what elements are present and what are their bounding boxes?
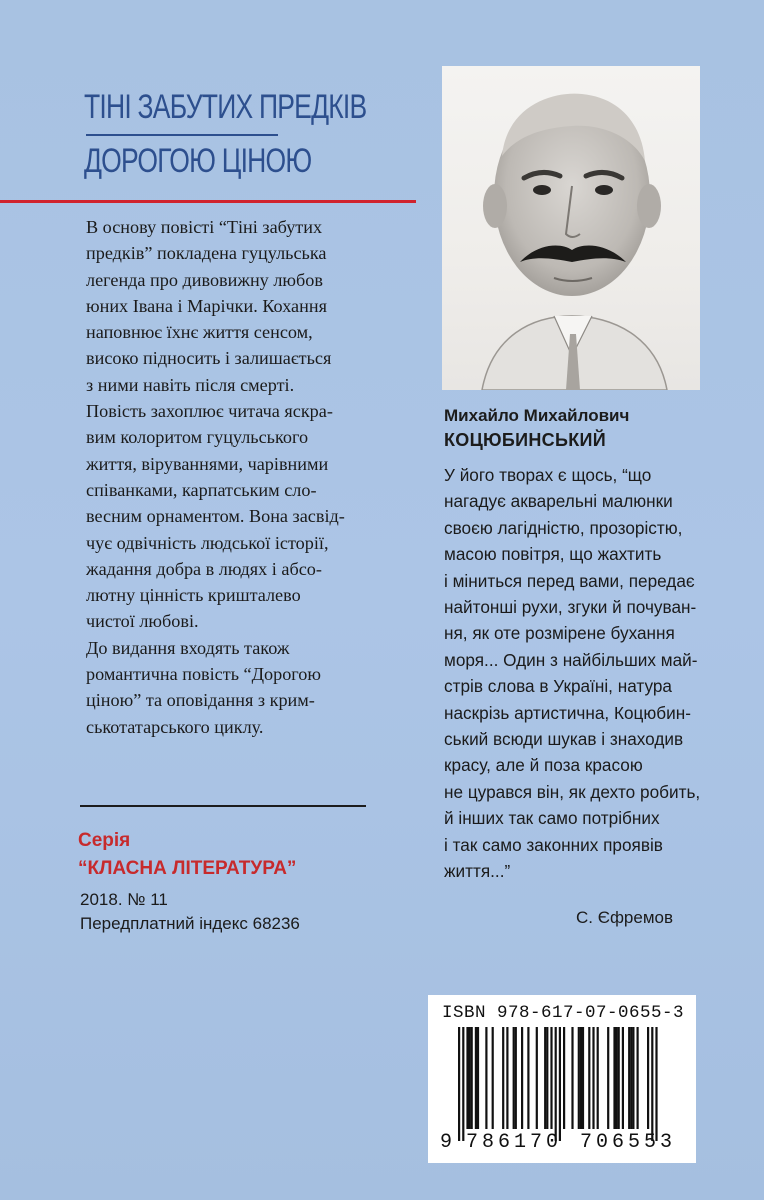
annotation-line: весним орнаментом. Вона засвід- (86, 506, 345, 527)
quote-line: стрів слова в Україні, натура (444, 676, 672, 697)
barcode-bar (637, 1027, 639, 1129)
quote-line: красу, але й поза красою (444, 755, 643, 776)
barcode-bar (616, 1027, 618, 1129)
quote-attribution: С. Єфремов (576, 908, 674, 927)
barcode-bar (502, 1027, 504, 1129)
quote-line: нагадує акварельні малюнки (444, 491, 673, 512)
book-annotation (86, 214, 416, 740)
quote-line: і міниться перед вами, передає (444, 570, 695, 591)
series-divider (80, 805, 366, 807)
barcode-bar (592, 1027, 594, 1129)
subscription-index: Передплатний індекс 68236 (80, 914, 300, 933)
annotation-line: чистої любові. (86, 611, 199, 632)
annotation-line: наповнює їхнє життя сенсом, (86, 322, 313, 343)
barcode-bar (550, 1027, 552, 1129)
barcode-bar (622, 1027, 624, 1129)
barcode-bar (506, 1027, 508, 1129)
barcode-bar (471, 1027, 473, 1129)
quote-line: масою повітря, що жахтить (444, 544, 662, 565)
annotation-line: вим колоритом гуцульського (86, 427, 309, 448)
barcode-bar (458, 1027, 460, 1141)
barcode-bar (469, 1027, 471, 1129)
barcode-bar (618, 1027, 620, 1129)
isbn-number: ISBN 978-617-07-0655-3 (442, 1003, 685, 1023)
quote-line: своєю лагідністю, прозорістю, (444, 517, 683, 538)
annotation-line: ціною” та оповідання з крим- (86, 690, 315, 711)
barcode-bar (555, 1027, 557, 1141)
barcode-bar (513, 1027, 515, 1129)
barcode-bar (462, 1027, 464, 1141)
title-divider (86, 134, 278, 136)
author-portrait (442, 66, 700, 390)
barcode-bar (651, 1027, 653, 1141)
portrait-drawing (442, 66, 700, 390)
annotation-line: предків” покладена гуцульська (86, 243, 327, 264)
quote-line: моря... Один з найбільших май- (444, 649, 698, 670)
author-name: Михайло Михайлович (444, 406, 630, 425)
critic-quote (444, 462, 754, 885)
annotation-line: лютну цінність кришталево (86, 585, 301, 606)
book-title-secondary: ДОРОГОЮ ЦІНОЮ (84, 142, 312, 180)
quote-line: наскрізь артистична, Коцюбин- (444, 702, 691, 723)
annotation-line: В основу повісті “Тіні забутих (86, 217, 323, 237)
annotation-line: життя, віруваннями, чарівними (86, 453, 329, 474)
ean-left-digits: 786170 (466, 1131, 563, 1154)
annotation-line: До видання входять також (86, 637, 290, 658)
barcode-bar (582, 1027, 584, 1129)
quote-line: ня, як оте розмірене бухання (444, 623, 675, 644)
barcode-bar (647, 1027, 649, 1129)
barcode-bars (458, 1027, 678, 1145)
barcode-bar (536, 1027, 538, 1129)
quote-line: У його творах є щось, “що (444, 465, 652, 485)
quote-line: життя...” (444, 861, 511, 882)
annotation-line: жадання добра в людях і абсо- (86, 558, 322, 579)
series-name: “КЛАСНА ЛІТЕРАТУРА” (78, 858, 297, 879)
publication-year-issue: 2018. № 11 (80, 890, 168, 909)
barcode-bar (628, 1027, 630, 1129)
annotation-line: романтична повість “Дорогою (86, 664, 321, 685)
barcode-bar (527, 1027, 529, 1129)
red-divider (0, 200, 416, 203)
barcode-bar (607, 1027, 609, 1129)
book-title-primary: ТІНІ ЗАБУТИХ ПРЕДКІВ (84, 88, 367, 126)
barcode-bar (544, 1027, 546, 1129)
quote-line: не цурався він, як дехто робить, (444, 781, 701, 802)
barcode-bar (630, 1027, 632, 1129)
barcode-bar (546, 1027, 548, 1129)
barcode-bar (578, 1027, 580, 1129)
barcode-bar (477, 1027, 479, 1129)
annotation-line: ськотатарського циклу. (86, 716, 264, 737)
ean-first-digit: 9 (440, 1131, 453, 1154)
barcode-bar (632, 1027, 634, 1129)
barcode-bar (521, 1027, 523, 1129)
annotation-line: юних Івана і Марічки. Кохання (86, 295, 327, 316)
barcode-bar (613, 1027, 615, 1129)
barcode-bar (588, 1027, 590, 1129)
barcode-bar (515, 1027, 517, 1129)
quote-line: найтонші рухи, згуки й почуван- (444, 597, 697, 618)
barcode-bar (571, 1027, 573, 1129)
barcode-bar (597, 1027, 599, 1129)
barcode-bar (475, 1027, 477, 1129)
annotation-line: Повість захоплює читача яскра- (86, 401, 333, 422)
barcode-bar (563, 1027, 565, 1129)
barcode-bar (655, 1027, 657, 1141)
annotation-line: високо підносить і залишається (86, 348, 332, 369)
barcode-bar (559, 1027, 561, 1141)
annotation-line: з ними навіть після смерті. (86, 374, 295, 395)
author-surname: КОЦЮБИНСЬКИЙ (444, 430, 606, 450)
series-label: Серія (78, 830, 131, 851)
quote-line: ський всюди шукав і знаходив (444, 729, 684, 750)
quote-line: і так само законних проявів (444, 834, 663, 855)
barcode-bar (466, 1027, 468, 1129)
annotation-line: чує одвічність людської історії, (86, 532, 329, 553)
isbn-barcode (428, 995, 696, 1163)
barcode-bar (492, 1027, 494, 1129)
quote-line: й інших так само потрібних (444, 808, 660, 829)
ean-right-digits: 706553 (580, 1131, 677, 1154)
annotation-line: співанками, карпатським сло- (86, 479, 317, 500)
barcode-bar (485, 1027, 487, 1129)
barcode-bar (580, 1027, 582, 1129)
annotation-line: легенда про дивовижну любов (86, 269, 323, 290)
